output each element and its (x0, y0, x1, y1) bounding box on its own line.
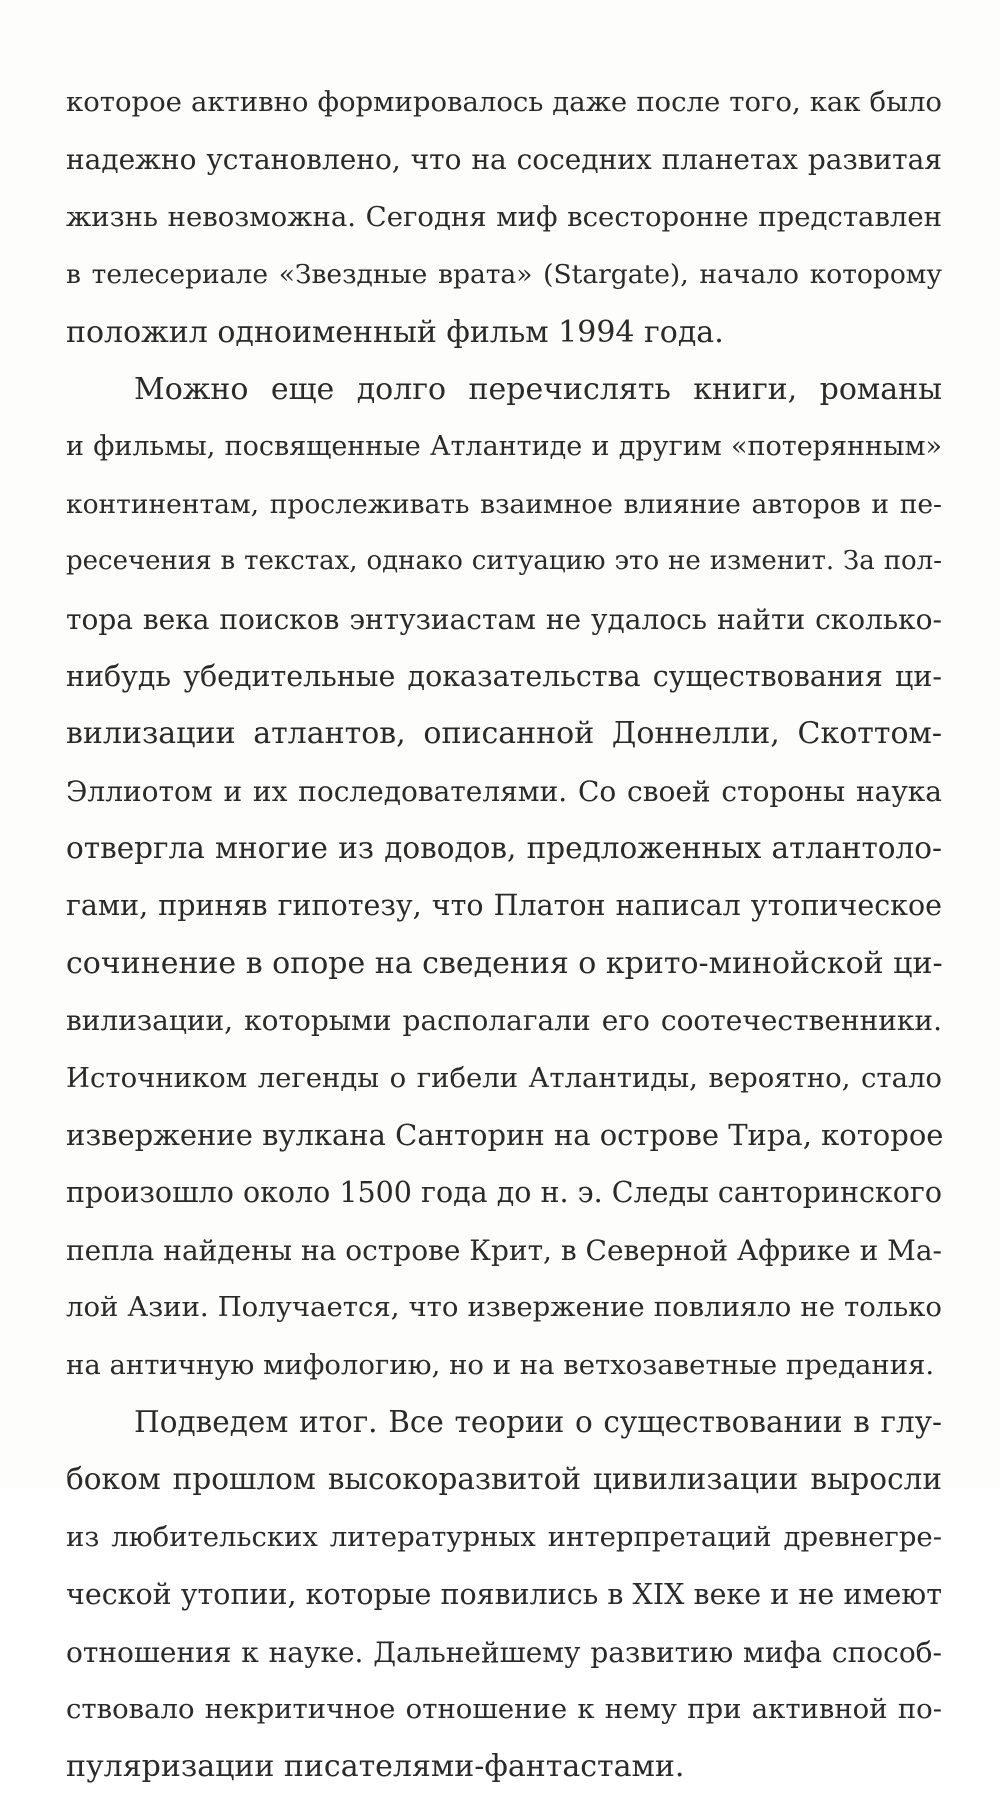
text-line: боком прошлом высокоразвитой цивилизации выросли (66, 1462, 942, 1497)
text-line: лой Азии. Получается, что извержение повлияло не только (66, 1291, 942, 1324)
text-line: отношения к науке. Дальнейшему развитию мифа способ- (66, 1635, 942, 1669)
body-text (66, 74, 942, 1796)
text-line: пуляризации писателями-фантастами. (66, 1749, 685, 1785)
text-line: на античную мифологию, но и на ветхозаветные предания. (66, 1348, 935, 1381)
text-line: Эллиотом и их последователями. Со своей стороны наука (66, 774, 942, 808)
text-line: нибудь убедительные доказательства существования ци- (66, 659, 942, 693)
text-line: Подведем итог. Все теории о существовании в глу- (134, 1404, 942, 1439)
text-line: вилизации, которыми располагали его соотечественники. (66, 1004, 942, 1038)
text-line: жизнь невозможна. Сегодня миф всесторонне представлен (66, 200, 942, 233)
text-line: ческой утопии, которые появились в XIX веке и не имеют (66, 1578, 942, 1612)
text-line: в телесериале «Звездные врата» (Stargate), начало которому (66, 259, 942, 291)
text-line: извержение вулкана Санторин на острове Тира, которое (66, 1118, 944, 1153)
text-line: тора века поисков энтузиастам не удалось найти сколько- (66, 602, 942, 636)
text-line: пепла найдены на острове Крит, в Северной Африке и Ма- (66, 1233, 942, 1267)
text-line: положил одноименный фильм 1994 года. (66, 314, 724, 350)
text-line: из любительских литературных интерпретаций древнегре- (66, 1520, 942, 1553)
text-line: континентам, прослеживать взаимное влияние авторов и пе- (66, 488, 942, 520)
text-line: которое активно формировалось даже после того, как было (66, 86, 942, 118)
text-line: Источником легенды о гибели Атлантиды, вероятно, стало (66, 1061, 942, 1094)
text-line: вилизации атлантов, описанной Доннелли, Скоттом- (66, 716, 942, 752)
text-line: и фильмы, посвященные Атлантиде и другим «потерянным» (66, 431, 942, 463)
text-line: ствовало некритичное отношение к нему при активной по- (66, 1692, 942, 1725)
text-line: сочинение в опоре на сведения о крито-минойской ци- (66, 945, 943, 981)
text-line: ресечения в текстах, однако ситуацию это не изменит. За пол- (66, 546, 942, 577)
text-line: гами, приняв гипотезу, что Платон написал утопическое (66, 889, 942, 923)
text-line: Можно еще долго перечислять книги, романы (134, 371, 942, 407)
text-line: произошло около 1500 года до н. э. Следы санторинского (66, 1176, 942, 1210)
text-line: отвергла многие из доводов, предложенных атлантоло- (66, 831, 942, 866)
text-line: надежно установлено, что на соседних планетах развитая (66, 143, 942, 177)
